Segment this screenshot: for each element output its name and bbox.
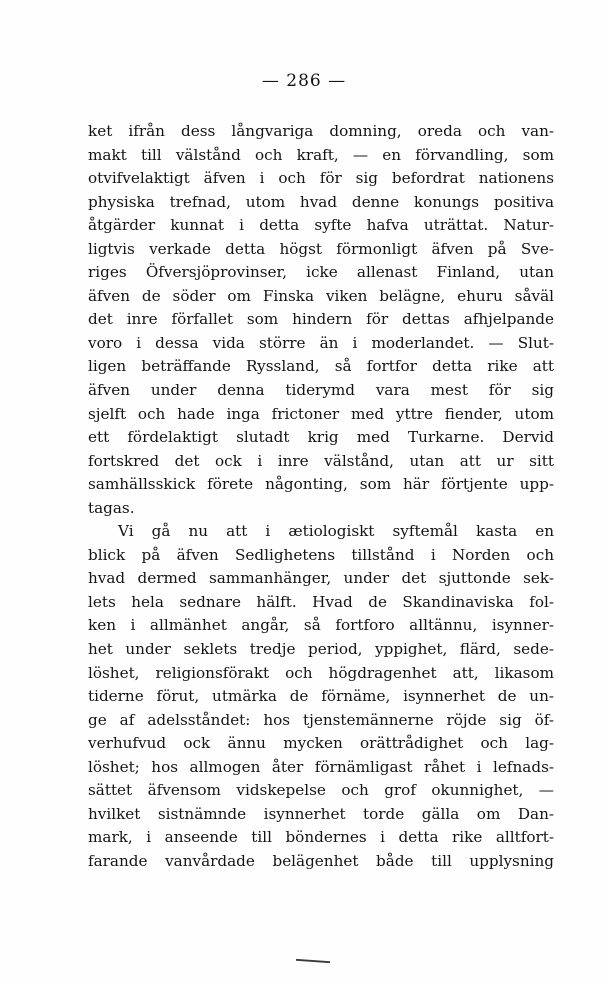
text-line: sjelft och hade inga frictoner med yttre fiender, utom xyxy=(88,404,554,423)
text-line: verhufvud ock ännu mycken orättrådighet och lag- xyxy=(88,734,554,753)
text-line: ligen beträffande Ryssland, så fortfor detta rike att xyxy=(88,357,554,376)
text-line: tiderne förut, utmärka de förnäme, isynnerhet de un- xyxy=(88,687,554,706)
text-line: hvilket sistnämnde isynnerhet torde gälla om Dan- xyxy=(88,804,554,823)
text-line: blick på äfven Sedlighetens tillstånd i Norden och xyxy=(88,545,554,564)
text-line: ge af adelsståndet: hos tjenstemännerne röjde sig öf- xyxy=(88,710,554,729)
text-line: löshet; hos allmogen åter förnämligast råhet i lefnads- xyxy=(88,757,554,776)
text-line: lets hela sednare hälft. Hvad de Skandinaviska fol- xyxy=(88,592,554,611)
paragraph-start-line: Vi gå nu att i ætiologiskt syftemål kasta en xyxy=(118,522,554,541)
text-line: hvad dermed sammanhänger, under det sjuttonde sek- xyxy=(88,569,554,588)
text-line: makt till välstånd och kraft, — en förvandling, som xyxy=(88,145,554,164)
text-line: samhällsskick förete någonting, som här förtjente upp- xyxy=(88,475,554,494)
text-line: fortskred det ock i inre välstånd, utan att ur sitt xyxy=(88,451,554,470)
text-line: otvifvelaktigt äfven i och för sig befordrat nationens xyxy=(88,169,554,188)
text-line: ligtvis verkade detta högst förmonligt äfven på Sve- xyxy=(88,239,554,258)
page-number: — 286 — xyxy=(261,71,347,91)
text-line: farande vanvårdade belägenhet både till upplysning xyxy=(88,851,554,870)
text-line: ken i allmänhet angår, så fortforo alltännu, isynner- xyxy=(88,616,554,635)
text-line: voro i dessa vida större än i moderlandet. — Slut- xyxy=(88,333,554,352)
paragraph-end-line: tagas. xyxy=(88,498,135,517)
text-line: äfven under denna tiderymd vara mest för sig xyxy=(88,381,554,400)
text-line: äfven de söder om Finska viken belägne, ehuru såväl xyxy=(88,286,554,305)
text-line: ket ifrån dess långvariga domning, oreda och van- xyxy=(88,122,554,140)
text-line: det inre förfallet som hindern för dettas afhjelpande xyxy=(88,310,554,329)
text-line: het under seklets tredje period, yppighet, flärd, sede- xyxy=(88,640,554,659)
body-text xyxy=(88,120,554,874)
text-line: åtgärder kunnat i detta syfte hafva uträttat. Natur- xyxy=(88,216,554,235)
text-line: riges Öfversjöprovinser, icke allenast Finland, utan xyxy=(88,263,554,282)
text-line: löshet, religionsförakt och högdragenhet att, likasom xyxy=(88,663,554,682)
text-line: ett fördelaktigt slutadt krig med Turkarne. Dervid xyxy=(88,428,554,447)
footer-rule xyxy=(296,959,330,963)
text-line: physiska trefnad, utom hvad denne konungs positiva xyxy=(88,192,554,211)
text-line: sättet äfvensom vidskepelse och grof okunnighet, — xyxy=(88,781,554,800)
text-line: mark, i anseende till böndernes i detta rike alltfort- xyxy=(88,828,554,847)
